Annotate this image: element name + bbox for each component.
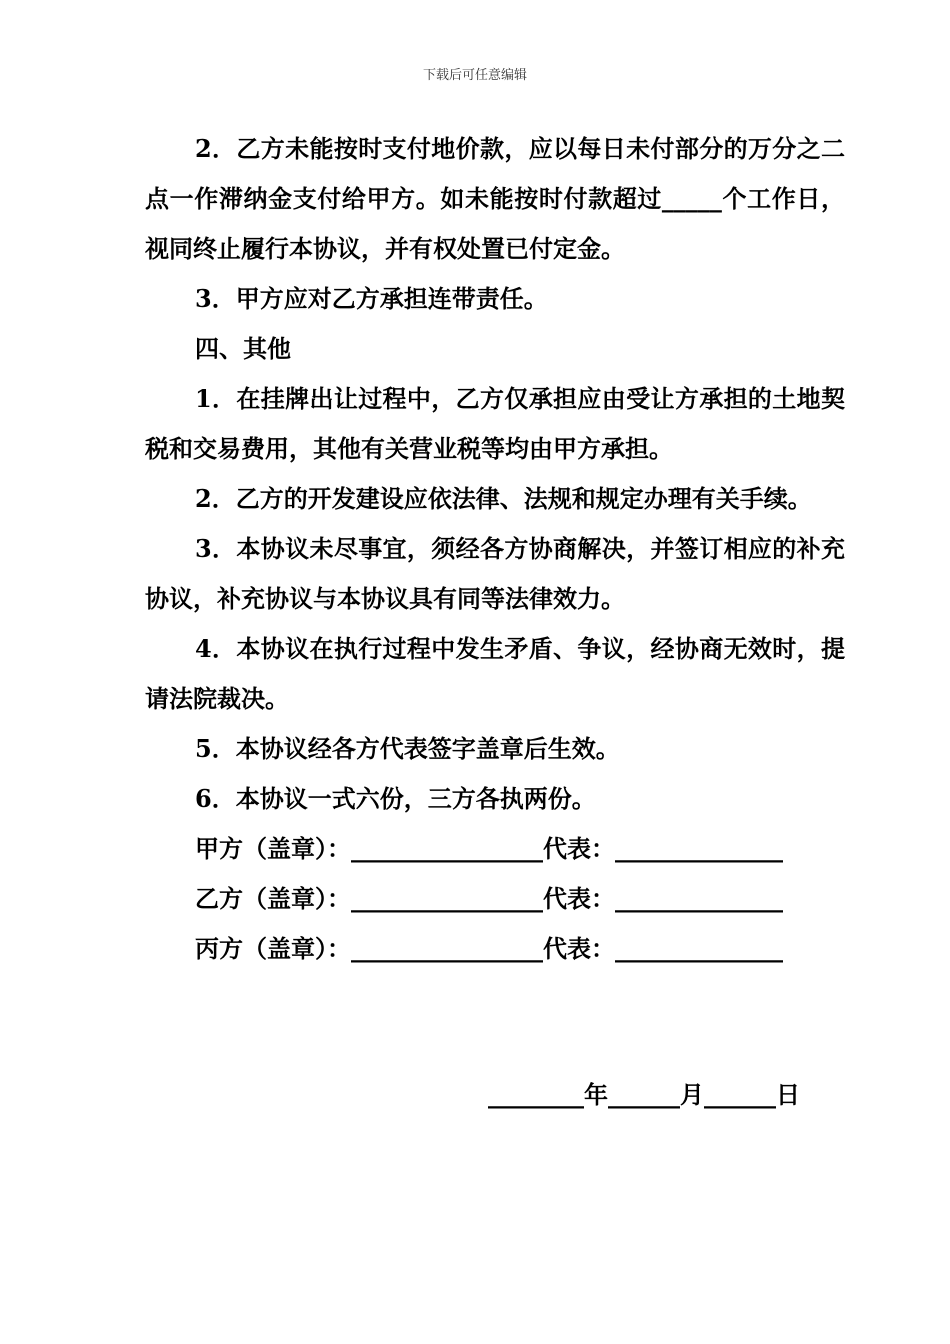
- clause-paragraph: 2．乙方未能按时支付地价款，应以每日未付部分的万分之二点一作滞纳金支付给甲方。如未能按时付款超过_____个工作日，视同终止履行本协议，并有权处置已付定金。: [145, 134, 845, 263]
- clause-paragraph: 1．在挂牌出让过程中，乙方仅承担应由受让方承担的土地契税和交易费用，其他有关营业税等均由甲方承担。: [145, 384, 845, 463]
- seal-blank: ________________: [351, 834, 543, 863]
- header-note: 下载后可任意编辑: [422, 68, 527, 83]
- representative-label: 代表：: [543, 884, 615, 913]
- clause-paragraph: 2．乙方的开发建设应依法律、法规和规定办理有关手续。: [195, 484, 812, 513]
- signature-row-party-c: [145, 924, 845, 974]
- representative-blank: ______________: [615, 834, 783, 863]
- seal-blank: ________________: [351, 934, 543, 963]
- year-blank: ________: [488, 1080, 584, 1109]
- representative-label: 代表：: [543, 834, 615, 863]
- clause-paragraph: 4．本协议在执行过程中发生矛盾、争议，经协商无效时，提请法院裁决。: [145, 634, 845, 713]
- representative-blank: ______________: [615, 884, 783, 913]
- day-blank: ______: [704, 1080, 776, 1109]
- year-label: 年: [584, 1080, 608, 1109]
- day-label: 日: [776, 1080, 800, 1109]
- signature-row-party-a: [145, 824, 845, 874]
- representative-blank: ______________: [615, 934, 783, 963]
- signature-row-party-b: [145, 874, 845, 924]
- clause-paragraph: 3．甲方应对乙方承担连带责任。: [195, 284, 548, 313]
- seal-blank: ________________: [351, 884, 543, 913]
- party-label: 丙方（盖章）：: [195, 934, 351, 963]
- clause-paragraph: 3．本协议未尽事宜，须经各方协商解决，并签订相应的补充协议，补充协议与本协议具有同等法律效力。: [145, 534, 845, 613]
- document-body: [145, 124, 845, 974]
- party-label: 乙方（盖章）：: [195, 884, 351, 913]
- clause-paragraph: 5．本协议经各方代表签字盖章后生效。: [195, 734, 620, 763]
- month-label: 月: [680, 1080, 704, 1109]
- party-label: 甲方（盖章）：: [195, 834, 351, 863]
- clause-paragraph: 6．本协议一式六份，三方各执两份。: [195, 784, 596, 813]
- date-line: [488, 1070, 800, 1120]
- month-blank: ______: [608, 1080, 680, 1109]
- section-heading: 四、其他: [195, 334, 291, 363]
- representative-label: 代表：: [543, 934, 615, 963]
